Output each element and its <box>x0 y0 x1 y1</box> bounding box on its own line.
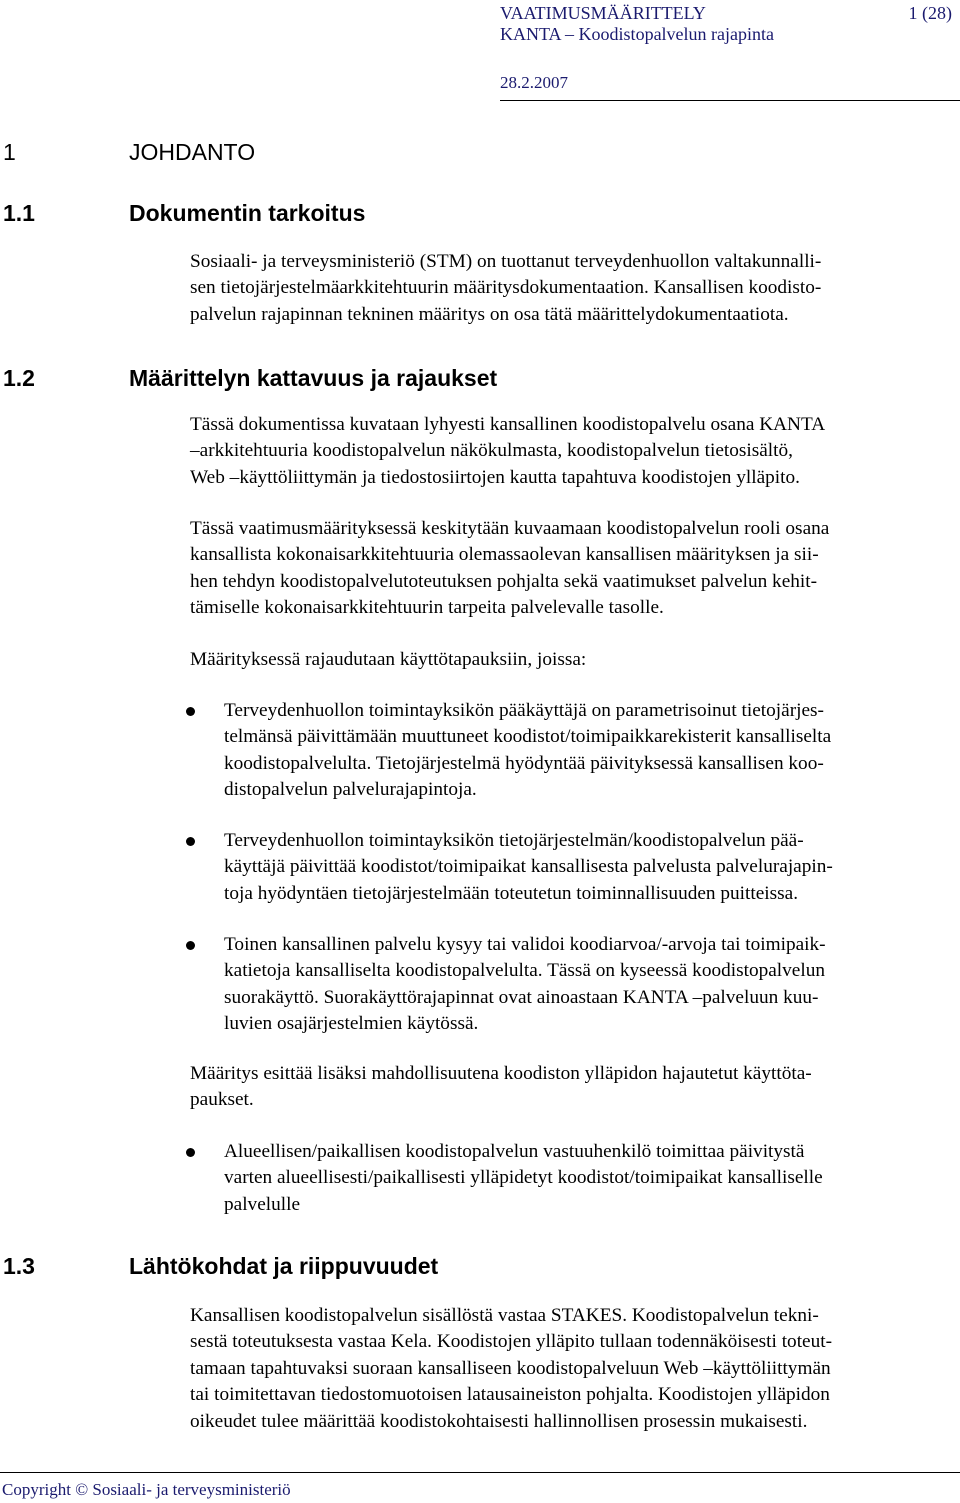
heading-1-1-text: Dokumentin tarkoitus <box>129 200 366 226</box>
text-line: käyttäjä päivittää koodistot/toimipaikat kansallisesta palvelusta palvelurajapin- <box>224 856 833 878</box>
heading-1-2-text: Määrittelyn kattavuus ja rajaukset <box>129 365 498 391</box>
text-line: Tässä dokumentissa kuvataan lyhyesti kansallinen koodistopalvelu osana KANTA <box>190 414 826 435</box>
text-line: palvelun rajapinnan tekninen määritys on osa tätä määrittelydokumentaatiota. <box>190 303 789 325</box>
bullet-icon <box>186 837 195 846</box>
text-line: katietoja kansalliselta koodistopalvelulta. Tässä on kyseessä koodistopalvelun <box>224 960 825 982</box>
header-divider <box>500 100 960 101</box>
text-line: luvien osajärjestelmien käytössä. <box>224 1013 479 1035</box>
text-line: oikeudet tulee määrittää koodistokohtaisesti hallinnollisen prosessin mukaisesti. <box>190 1410 808 1432</box>
text-line: Toinen kansallinen palvelu kysyy tai validoi koodiarvoa/-arvoja tai toimipaik- <box>224 934 826 955</box>
heading-1-text: JOHDANTO <box>129 139 256 165</box>
text-line: hen tehdyn koodistopalvelutoteutuksen pohjalta sekä vaatimukset palvelun kehit- <box>190 570 818 592</box>
document-type: VAATIMUSMÄÄRITTELY <box>500 3 706 23</box>
section-1-2-paragraph-3 <box>190 647 960 673</box>
text-line: suorakäyttö. Suorakäyttörajapinnat ovat ainoastaan KANTA –palveluun kuu- <box>224 986 819 1008</box>
section-1-1-paragraph <box>190 249 960 328</box>
section-1-3-paragraph <box>190 1303 960 1435</box>
heading-1-2 <box>3 364 497 392</box>
text-line: Sosiaali- ja terveysministeriö (STM) on tuottanut terveydenhuollon valtakunnalli- <box>190 251 822 272</box>
text-line: sen tietojärjestelmäarkkitehtuurin määritysdokumentaation. Kansallisen koodisto- <box>190 277 822 299</box>
text-line: Määrityksessä rajaudutaan käyttötapauksiin, joissa: <box>190 649 587 670</box>
section-1-2-paragraph-1 <box>190 412 960 491</box>
text-line: tamaan tapahtuvaksi suoraan kansalliseen koodistopalveluun Web –käyttöliittymän <box>190 1357 831 1379</box>
heading-1 <box>3 138 255 166</box>
bullet-icon <box>186 1148 195 1157</box>
document-date: 28.2.2007 <box>500 73 568 92</box>
section-1-2-paragraph-2 <box>190 516 960 622</box>
text-line: tämiselle kokonaisarkkitehtuurin tarpeita palvelevalle tasolle. <box>190 597 664 619</box>
copyright-footer: Copyright © Sosiaali- ja terveysministeriö <box>2 1480 291 1499</box>
document-subtitle: KANTA – Koodistopalvelun rajapinta <box>500 24 775 44</box>
heading-1-3 <box>3 1252 438 1280</box>
text-line: kansallista kokonaisarkkitehtuuria olemassaolevan kansallisen määrityksen ja sii- <box>190 544 819 566</box>
text-line: toja hyödyntäen tietojärjestelmään toteutetun toiminnallisuuden puitteissa. <box>224 882 799 904</box>
text-line: Terveydenhuollon toimintayksikön tietojärjestelmän/koodistopalvelun pää- <box>224 830 804 851</box>
text-line: Alueellisen/paikallisen koodistopalvelun vastuuhenkilö toimittaa päivitystä <box>224 1141 805 1162</box>
text-line: palvelulle <box>224 1193 301 1215</box>
heading-1-3-number: 1.3 <box>3 1253 35 1279</box>
text-line: Tässä vaatimusmäärityksessä keskitytään kuvaamaan koodistopalvelun rooli osana <box>190 518 830 539</box>
text-line: telmänsä päivittämään muuttuneet koodistot/toimipaikkarekisterit kansalliselta <box>224 726 832 748</box>
text-line: sestä toteutuksesta vastaa Kela. Koodistojen ylläpito tullaan todennäköisesti toteut- <box>190 1331 833 1353</box>
heading-1-1-number: 1.1 <box>3 200 35 226</box>
text-line: Määritys esittää lisäksi mahdollisuutena koodiston ylläpidon hajautetut käyttöta- <box>190 1063 812 1084</box>
bullet-icon <box>186 941 195 950</box>
text-line: koodistopalvelulta. Tietojärjestelmä hyödyntää päivityksessä kansallisen koo- <box>224 752 824 774</box>
bullet-icon <box>186 707 195 716</box>
section-1-2-paragraph-4 <box>190 1061 960 1114</box>
heading-1-number: 1 <box>3 139 16 165</box>
heading-1-3-text: Lähtökohdat ja riippuvuudet <box>129 1253 439 1279</box>
text-line: distopalvelun palvelurajapintoja. <box>224 779 477 801</box>
text-line: Web –käyttöliittymän ja tiedostosiirtojen kautta tapahtuva koodistojen ylläpito. <box>190 466 800 488</box>
text-line: varten alueellisesti/paikallisesti ylläpidetyt koodistot/toimipaikat kansalliselle <box>224 1167 823 1189</box>
text-line: Kansallisen koodistopalvelun sisällöstä vastaa STAKES. Koodistopalvelun tekni- <box>190 1305 819 1326</box>
text-line: paukset. <box>190 1089 254 1111</box>
text-line: tai toimitettavan tiedostomuotoisen latausaineiston pohjalta. Koodistojen ylläpidon <box>190 1384 830 1406</box>
footer-divider <box>0 1472 960 1473</box>
page-number: 1 (28) <box>908 3 952 23</box>
heading-1-1 <box>3 199 365 227</box>
heading-1-2-number: 1.2 <box>3 365 35 391</box>
text-line: –arkkitehtuuria koodistopalvelun näkökulmasta, koodistopalvelun tietosisältö, <box>190 440 793 462</box>
text-line: Terveydenhuollon toimintayksikön pääkäyttäjä on parametrisoinut tietojärjes- <box>224 700 824 721</box>
